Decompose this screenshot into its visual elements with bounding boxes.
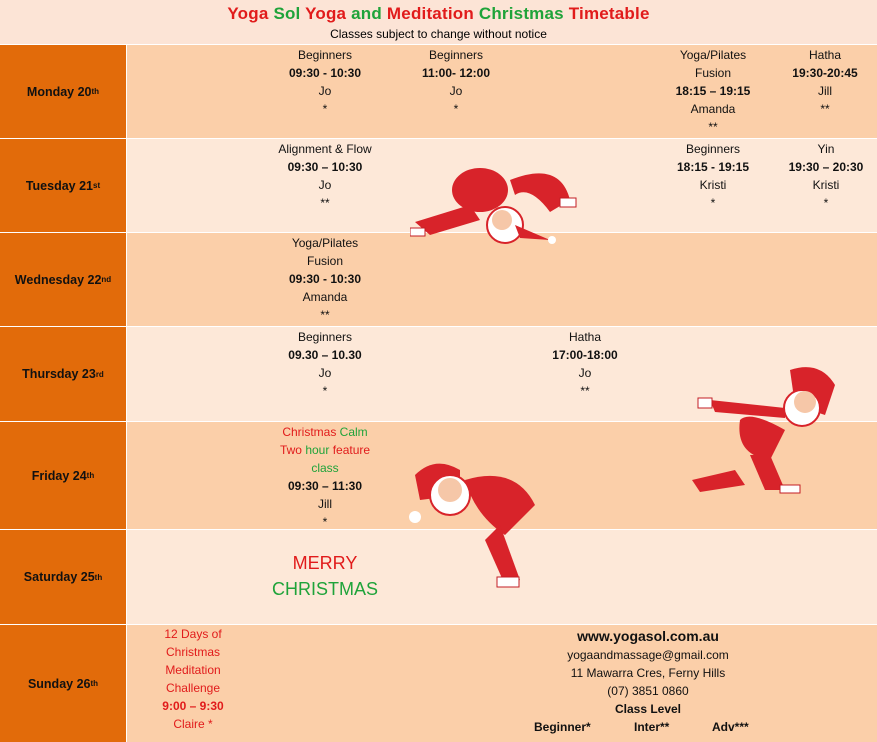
row-wednesday [0, 233, 877, 326]
class-block: Alignment & Flow 09:30 – 10:30 Jo ** [278, 142, 372, 210]
santa-bow-illustration [405, 455, 555, 595]
class-block: Yoga/Pilates Fusion 09:30 - 10:30 Amanda ** [288, 236, 362, 322]
class-block: Yin 19:30 – 20:30 Kristi * [788, 142, 864, 210]
class-block: Beginners 09:30 - 10:30 Jo * [288, 48, 362, 116]
class-block: Christmas Calm Two hour feature class 09:30 – 11:30 Jill * [279, 425, 371, 529]
class-block: Beginners 09.30 – 10.30 Jo * [288, 330, 362, 398]
title-word: Sol [273, 4, 301, 23]
title-word: Timetable [568, 4, 650, 23]
contact-info [458, 626, 838, 736]
day-label: Saturday 25 th [0, 530, 127, 624]
row-cells [127, 233, 877, 326]
day-label: Monday 20 th [0, 45, 127, 138]
day-label: Thursday 23 rd [0, 327, 127, 421]
santa-pose-illustration [690, 360, 860, 500]
day-label: Wednesday 22 nd [0, 233, 127, 326]
title-word: and [351, 4, 382, 23]
class-block: Hatha 19:30-20:45 Jill ** [792, 48, 858, 116]
email-link[interactable]: yogaandmassage@gmail.com [567, 648, 729, 662]
day-label: Tuesday 21 st [0, 139, 127, 232]
title-word: Meditation [386, 4, 474, 23]
day-label: Friday 24 th [0, 422, 127, 529]
santa-stretch-illustration [410, 150, 585, 245]
class-block: Beginners 11:00- 12:00 Jo * [421, 48, 491, 116]
row-sunday [0, 625, 877, 742]
class-block: Beginners 18:15 - 19:15 Kristi * [676, 142, 750, 210]
title-word: Yoga [227, 4, 269, 23]
day-label: Sunday 26 th [0, 625, 127, 742]
title-word: Yoga [305, 4, 347, 23]
row-monday [0, 45, 877, 138]
level-heading: Class Level [614, 702, 682, 716]
phone: (07) 3851 0860 [607, 684, 689, 698]
page-title [0, 4, 877, 24]
timetable-header [0, 0, 877, 45]
website-link[interactable]: www.yogasol.com.au [577, 628, 719, 644]
level-legend: Beginner* Inter** Adv*** [534, 720, 749, 734]
address: 11 Mawarra Cres, Ferny Hills [570, 666, 726, 680]
class-block: 12 Days of Christmas Meditation Challenge 9:00 – 9:30 Claire * [162, 627, 224, 731]
subtitle: Classes subject to change without notice [330, 27, 547, 41]
class-block: Yoga/Pilates Fusion 18:15 – 19:15 Amanda ** [675, 48, 751, 134]
class-block: Hatha 17:00-18:00 Jo ** [552, 330, 618, 398]
title-word: Christmas [478, 4, 564, 23]
merry-christmas: MERRY CHRISTMAS [271, 553, 378, 599]
